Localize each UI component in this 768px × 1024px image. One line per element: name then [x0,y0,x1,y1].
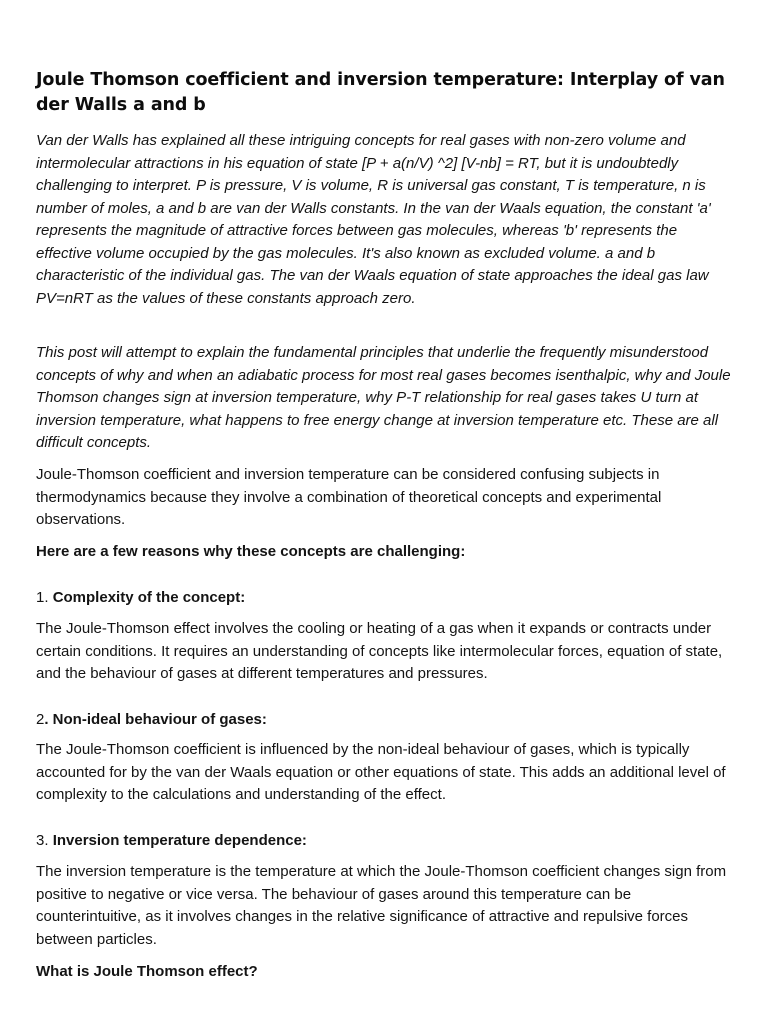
reason-3-text: The inversion temperature is the temperature at which the Joule-Thomson coefficient changes sign from positive to negative or vice versa. The behaviour of gases around this temperature can be counterintuitive, as it involves changes in the relative significance of attractive and repulsive forces between particles. [36,863,727,948]
reason-2-heading [36,709,736,732]
reason-1-text: The Joule-Thomson effect involves the cooling or heating of a gas when it expands or contracts under certain conditions. It requires an understanding of concepts like intermolecular forces, equation of state, and the behaviour of gases at different temperatures and pressures. [36,620,723,682]
purpose-paragraph: This post will attempt to explain the fundamental principles that underlie the frequently misunderstood concepts of why and when an adiabatic process for most real gases becomes isenthalpic, why and Joule Thomson changes sign at inversion temperature, why P-T relationship for real gases takes U turn at inversion temperature, what happens to free energy change at inversion temperature etc. These are all difficult concepts. [36,344,731,451]
reason-2-text: The Joule-Thomson coefficient is influenced by the non-ideal behaviour of gases, which is typically accounted for by the van der Waals equation or other equations of state. This adds an additional level of complexity to the calculations and understanding of the effect. [36,741,726,803]
document-title: Joule Thomson coefficient and inversion temperature: Interplay of van der Walls a and b [36,70,725,115]
intro-paragraph: Van der Walls has explained all these intriguing concepts for real gases with non-zero volume and intermolecular attractions in his equation of state [P + a(n/V) ^2] [V-nb] = RT, but it is undoubtedly challenging to interpret. P is pressure, V is volume, R is universal gas constant, T is temperature, n is number of moles, a and b are van der Walls constants. In the van der Waals equation, the constant 'a' represents the magnitude of attractive forces between gas molecules, whereas 'b' represents the effective volume occupied by the gas molecules. It's also known as excluded volume. a and b characteristic of the individual gas. The van der Waals equation of state approaches the ideal gas law PV=nRT as the values of these constants approach zero. [36,132,711,307]
context-paragraph: Joule-Thomson coefficient and inversion temperature can be considered confusing subjects in thermodynamics because they involve a combination of theoretical concepts and experimental observations. [36,466,662,528]
reason-2-number: 2 [36,711,45,728]
reason-2-title: . Non-ideal behaviour of gases: [44,711,267,728]
next-section-heading: What is Joule Thomson effect? [36,963,258,980]
reason-3-number: 3. [36,832,53,849]
reason-1-title: Complexity of the concept: [52,589,246,606]
reason-3-heading [36,830,736,853]
reason-1-heading [36,587,736,610]
reason-1-number: 1. [36,589,53,606]
reasons-heading: Here are a few reasons why these concepts are challenging: [36,543,466,560]
reason-3-title: Inversion temperature dependence: [52,832,307,849]
